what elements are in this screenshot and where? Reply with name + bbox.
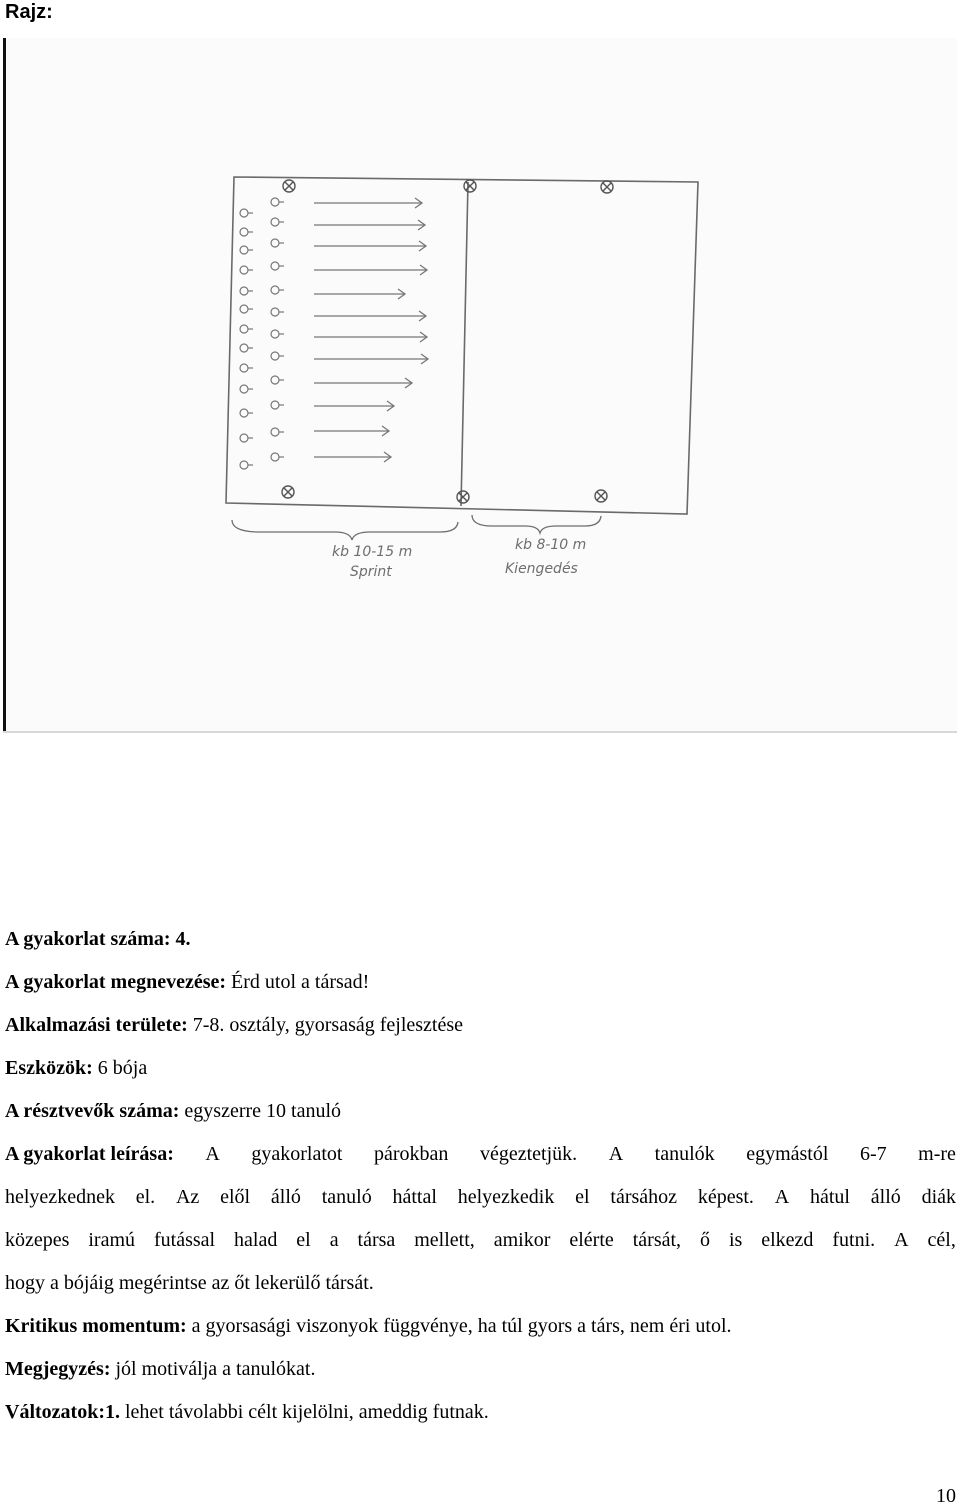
student-circle-icon xyxy=(240,344,253,352)
student-circle-icon xyxy=(240,385,253,393)
student-circle-icon xyxy=(271,330,284,338)
desc-word: futással xyxy=(153,1229,216,1251)
cone-x-icon xyxy=(601,181,613,193)
run-arrow-icon xyxy=(314,311,426,321)
exercise-description xyxy=(5,918,956,1434)
desc-word: 6-7 xyxy=(859,1143,887,1165)
exercise-note-line xyxy=(5,1348,956,1391)
cone-x-icon xyxy=(283,180,295,192)
cone-x-icon xyxy=(464,180,476,192)
desc-word: Az xyxy=(175,1186,200,1208)
exercise-desc-line-3 xyxy=(5,1219,956,1262)
desc-word: elől xyxy=(220,1186,251,1208)
page-number: 10 xyxy=(936,1485,956,1507)
desc-word: A xyxy=(205,1143,220,1165)
desc-word: társa xyxy=(357,1229,396,1251)
desc-word: háttal xyxy=(392,1186,437,1208)
student-circle-icon xyxy=(240,305,253,313)
exercise-area-line xyxy=(5,1004,956,1047)
student-circle-icon xyxy=(271,308,284,316)
desc-word: társához xyxy=(610,1186,678,1208)
student-circle-icon xyxy=(240,409,253,417)
exercise-tools-label: Eszközök: xyxy=(5,1057,93,1079)
exercise-tools-line xyxy=(5,1047,956,1090)
run-arrow-icon xyxy=(314,265,427,275)
section-heading: Rajz: xyxy=(5,1,53,23)
left-sprint-note: Sprint xyxy=(350,564,392,580)
desc-word: A xyxy=(608,1143,624,1165)
exercise-critical-value: a gyorsasági viszonyok függvénye, ha túl gyors a társ, nem éri utol. xyxy=(191,1315,732,1337)
student-circle-icon xyxy=(271,352,284,360)
run-arrow-icon xyxy=(314,289,405,299)
desc-word: helyezkedik xyxy=(457,1186,555,1208)
exercise-tools-value: 6 bója xyxy=(97,1057,148,1079)
desc-word: futni. xyxy=(832,1229,876,1251)
run-arrow-icon xyxy=(314,241,426,251)
exercise-variants-label: Változatok:1. xyxy=(5,1401,120,1423)
exercise-participants-label: A résztvevők száma: xyxy=(5,1100,180,1122)
exercise-variants-line xyxy=(5,1391,956,1434)
exercise-drawing xyxy=(0,0,960,740)
desc-word: a xyxy=(329,1229,339,1251)
student-circle-icon xyxy=(271,198,284,206)
cone-x-icon xyxy=(282,486,294,498)
student-circle-icon xyxy=(271,262,284,270)
right-brace xyxy=(472,515,601,533)
right-distance-note: kb 8-10 m xyxy=(515,537,587,553)
exercise-number-line xyxy=(5,918,956,961)
desc-word: el xyxy=(575,1186,590,1208)
desc-word: képest. xyxy=(697,1186,754,1208)
exercise-desc-label: A gyakorlat leírása: xyxy=(5,1143,174,1165)
student-circle-icon xyxy=(240,266,253,274)
desc-word: tanuló xyxy=(321,1186,372,1208)
desc-word: álló xyxy=(270,1186,301,1208)
desc-word: el. xyxy=(135,1186,156,1208)
exercise-participants-line xyxy=(5,1090,956,1133)
cone-x-icon xyxy=(595,490,607,502)
exercise-name-label: A gyakorlat megnevezése: xyxy=(5,971,227,993)
student-circle-icon xyxy=(271,218,284,226)
exercise-name-value: Érd utol a társad! xyxy=(231,971,370,993)
desc-word: hátul xyxy=(809,1186,850,1208)
student-circle-icon xyxy=(271,239,284,247)
desc-word: ő xyxy=(699,1229,710,1251)
desc-word: egymástól xyxy=(746,1143,829,1165)
desc-word: tanulók xyxy=(654,1143,715,1165)
desc-word: párokban xyxy=(374,1143,449,1165)
exercise-desc-line-4: hogy a bójáig megérintse az őt lekerülő társát. xyxy=(5,1272,374,1294)
run-arrow-icon xyxy=(314,426,389,436)
desc-word: A xyxy=(774,1186,790,1208)
run-arrow-icon xyxy=(314,220,425,230)
exercise-variants-value: lehet távolabbi célt kijelölni, ameddig futnak. xyxy=(124,1401,489,1423)
desc-word: álló xyxy=(870,1186,901,1208)
desc-word: diák xyxy=(921,1186,956,1208)
desc-word: gyakorlatot xyxy=(251,1143,343,1165)
run-arrow-icon xyxy=(314,378,412,388)
exercise-critical-label: Kritikus momentum: xyxy=(5,1315,187,1337)
left-brace xyxy=(232,520,458,540)
desc-word: A xyxy=(894,1229,909,1251)
exercise-note-value: jól motiválja a tanulókat. xyxy=(115,1358,316,1380)
student-circle-icon xyxy=(271,286,284,294)
cone-x-icon xyxy=(457,491,469,503)
student-circle-icon xyxy=(271,453,284,461)
desc-word: végeztetjük. xyxy=(479,1143,578,1165)
desc-word: társát, xyxy=(632,1229,682,1251)
student-circle-icon xyxy=(240,228,253,236)
desc-word: halad xyxy=(234,1229,278,1251)
desc-word: elkezd xyxy=(761,1229,814,1251)
exercise-area-label: Alkalmazási területe: xyxy=(5,1014,188,1036)
exercise-note-label: Megjegyzés: xyxy=(5,1358,111,1380)
exercise-critical-line xyxy=(5,1305,956,1348)
exercise-desc-line-1 xyxy=(5,1133,956,1176)
desc-word: is xyxy=(728,1229,743,1251)
run-arrow-icon xyxy=(314,198,422,208)
student-circle-icon xyxy=(271,376,284,384)
desc-word: közepes xyxy=(5,1229,70,1251)
student-circle-icon xyxy=(271,401,284,409)
student-circle-icon xyxy=(240,434,253,442)
exercise-area-value: 7-8. osztály, gyorsaság fejlesztése xyxy=(192,1014,464,1036)
run-arrow-icon xyxy=(314,332,427,342)
exercise-participants-value: egyszerre 10 tanuló xyxy=(184,1100,342,1122)
desc-word: helyezkednek xyxy=(5,1186,115,1208)
exercise-desc-line-2 xyxy=(5,1176,956,1219)
run-arrow-icon xyxy=(314,354,428,364)
left-distance-note: kb 10-15 m xyxy=(332,544,413,560)
exercise-number-label: A gyakorlat száma: xyxy=(5,928,171,950)
student-circle-icon xyxy=(240,461,253,469)
student-circle-icon xyxy=(240,246,253,254)
desc-word: el xyxy=(296,1229,311,1251)
desc-word: mellett, xyxy=(414,1229,475,1251)
desc-word: iramú xyxy=(88,1229,136,1251)
run-arrow-icon xyxy=(314,452,391,462)
student-circle-icon xyxy=(240,364,253,372)
desc-word: m-re xyxy=(918,1143,956,1165)
desc-word: cél, xyxy=(927,1229,956,1251)
exercise-name-line xyxy=(5,961,956,1004)
exercise-number-value: 4. xyxy=(175,928,191,950)
student-circle-icon xyxy=(240,287,253,295)
student-circle-icon xyxy=(240,209,253,217)
desc-word: amikor xyxy=(493,1229,551,1251)
student-circle-icon xyxy=(271,428,284,436)
desc-word: elérte xyxy=(569,1229,614,1251)
field-divider-line xyxy=(461,182,468,506)
run-arrow-icon xyxy=(314,401,394,411)
right-release-note: Kiengedés xyxy=(505,561,578,577)
student-circle-icon xyxy=(240,325,253,333)
